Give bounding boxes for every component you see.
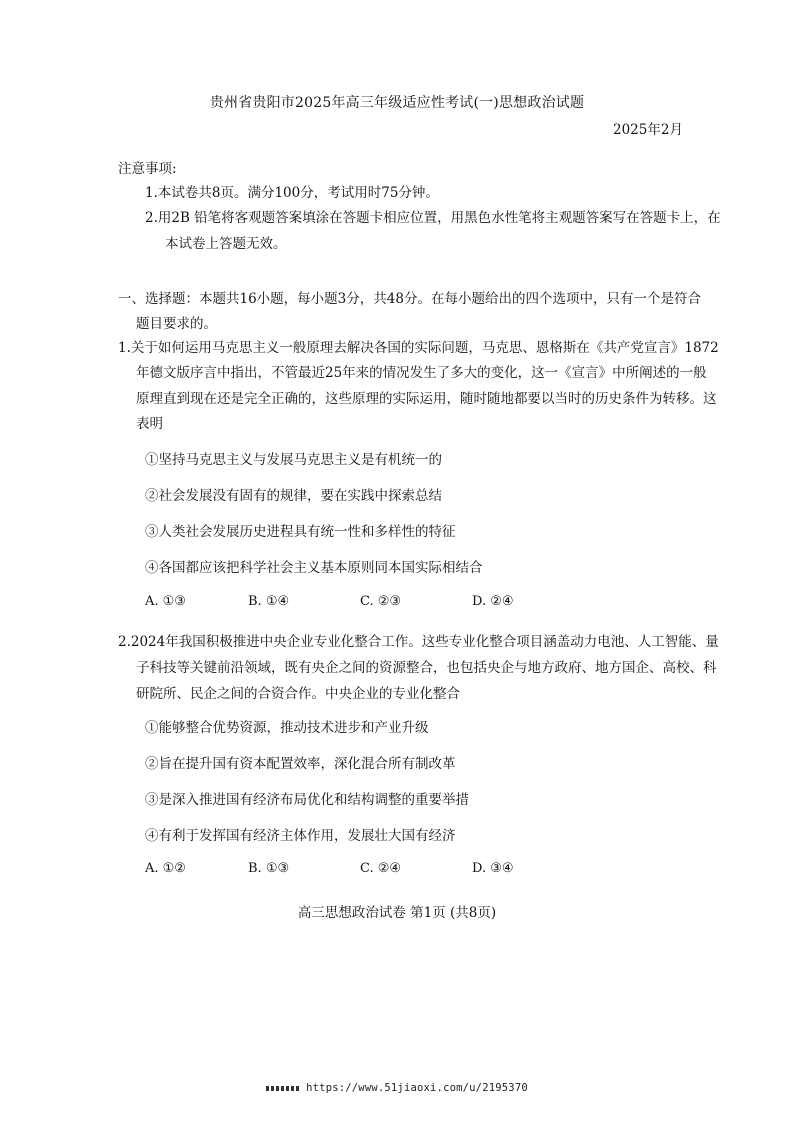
question-1-choice-d: D. ②④ bbox=[472, 594, 514, 609]
question-2-statement-4: ④有利于发挥国有经济主体作用，发展壮大国有经济 bbox=[145, 828, 456, 844]
notes-heading: 注意事项: bbox=[118, 161, 177, 177]
question-1-stem-line-4: 表明 bbox=[136, 416, 163, 432]
watermark-logo-icon bbox=[266, 1086, 300, 1091]
section-heading-line-2: 题目要求的。 bbox=[136, 316, 217, 332]
exam-title: 贵州省贵阳市2025年高三年级适应性考试(一)思想政治试题 bbox=[209, 95, 585, 111]
question-2-choice-a: A. ①② bbox=[145, 861, 186, 876]
note-item-2-line-2: 本试卷上答题无效。 bbox=[165, 236, 287, 252]
question-1-choice-b: B. ①④ bbox=[248, 594, 290, 609]
question-2-stem-line-2: 子科技等关键前沿领域，既有央企之间的资源整合，也包括央企与地方政府、地方国企、高校、科 bbox=[136, 660, 717, 676]
question-2-choice-c: C. ②④ bbox=[360, 861, 402, 876]
question-1-stem-line-1: 1.关于如何运用马克思主义一般原理去解决各国的实际问题，马克思、恩格斯在《共产党宣言》1872 bbox=[118, 340, 719, 356]
question-1-stem-line-2: 年德文版序言中指出，不管最近25年来的情况发生了多大的变化，这一《宣言》中所阐述的一般 bbox=[136, 365, 707, 381]
question-1-statement-3: ③人类社会发展历史进程具有统一性和多样性的特征 bbox=[145, 524, 456, 540]
question-1-choice-a: A. ①③ bbox=[145, 594, 186, 609]
question-1-stem-line-3: 原理直到现在还是完全正确的，这些原理的实际运用，随时随地都要以当时的历史条件为转移。这 bbox=[136, 391, 717, 407]
question-2-statement-1: ①能够整合优势资源，推动技术进步和产业升级 bbox=[145, 720, 429, 736]
question-1-choice-c: C. ②③ bbox=[360, 594, 402, 609]
question-1-statement-2: ②社会发展没有固有的规律，要在实践中探索总结 bbox=[145, 488, 442, 504]
question-1-statement-4: ④各国都应该把科学社会主义基本原则同本国实际相结合 bbox=[145, 560, 483, 576]
exam-date: 2025年2月 bbox=[613, 122, 683, 138]
question-2-stem-line-1: 2.2024年我国积极推进中央企业专业化整合工作。这些专业化整合项目涵盖动力电池、人工智能、量 bbox=[118, 634, 719, 650]
question-2-choice-d: D. ③④ bbox=[472, 861, 514, 876]
note-item-1: 1.本试卷共8页。满分100分，考试用时75分钟。 bbox=[145, 185, 439, 201]
question-2-choice-b: B. ①③ bbox=[248, 861, 290, 876]
note-item-2-line-1: 2.用2B 铅笔将客观题答案填涂在答题卡相应位置，用黑色水性笔将主观题答案写在答题卡上，在 bbox=[145, 210, 721, 226]
watermark bbox=[0, 1082, 794, 1094]
watermark-url: https://www.51jiaoxi.com/u/2195370 bbox=[306, 1082, 528, 1094]
page-footer: 高三思想政治试卷 第1页 (共8页) bbox=[297, 905, 497, 921]
question-2-statement-3: ③是深入推进国有经济布局优化和结构调整的重要举措 bbox=[145, 792, 469, 808]
question-2-statement-2: ②旨在提升国有资本配置效率，深化混合所有制改革 bbox=[145, 756, 456, 772]
question-1-statement-1: ①坚持马克思主义与发展马克思主义是有机统一的 bbox=[145, 452, 442, 468]
section-heading-line-1: 一、选择题：本题共16小题，每小题3分，共48分。在每小题给出的四个选项中，只有一个是符合 bbox=[118, 291, 701, 307]
question-2-stem-line-3: 研院所、民企之间的合资合作。中央企业的专业化整合 bbox=[136, 686, 460, 702]
